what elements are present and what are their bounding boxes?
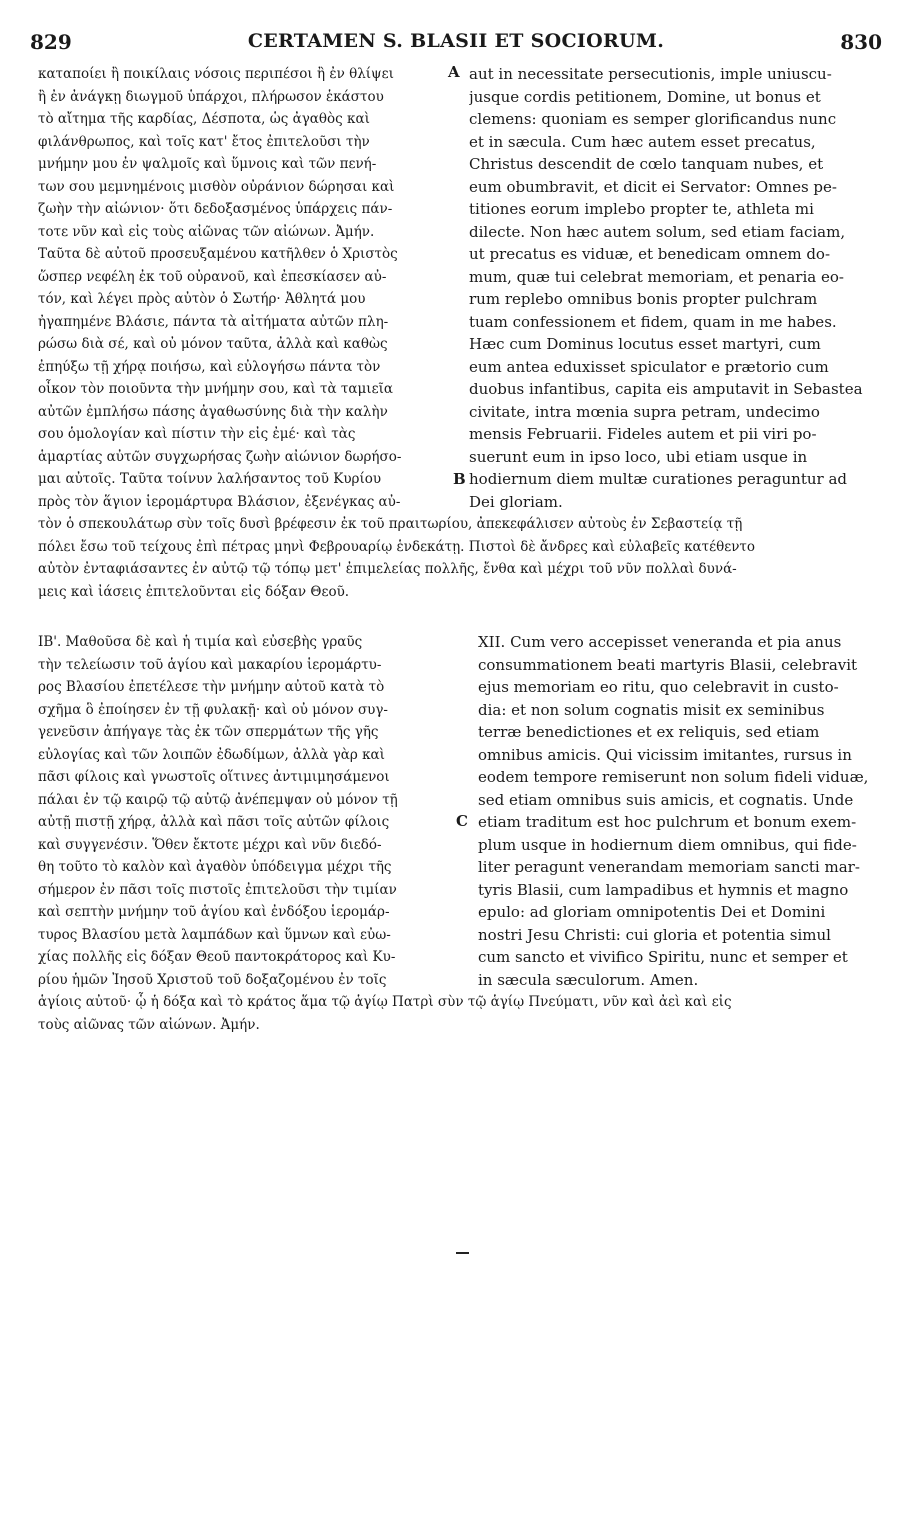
latin-line: plum usque in hodiernum diem omnibus, qui fide- xyxy=(478,835,857,854)
latin-line: sed etiam omnibus suis amicis, et cognatis. Unde xyxy=(478,790,854,809)
latin-line: eodem tempore remiserunt non solum fideli viduæ, xyxy=(478,768,869,786)
latin-line: ut precatus es viduæ, et benedicam omnem do- xyxy=(469,245,831,263)
latin-line: eum obumbravit, et dicit ei Servator: Omnes pe- xyxy=(469,177,837,196)
latin-line: titiones eorum implebo propter te, athleta mi xyxy=(469,200,814,218)
latin-line: dilecte. Non hæc autem solum, sed etiam faciam, xyxy=(469,222,846,241)
greek-line: εὐλογίας καὶ τῶν λοιπῶν ἐδωδίμων, ἀλλὰ γὰρ καὶ xyxy=(38,746,385,763)
greek-line: ρίου ἡμῶν Ἰησοῦ Χριστοῦ τοῦ δοξαζομένου ἐν τοῖς xyxy=(38,971,387,988)
greek-line: φιλάνθρωπος, καὶ τοῖς κατ' ἔτος ἐπιτελοῦσι τὴν xyxy=(38,133,370,150)
greek-line: αὐτὸν ἐνταφιάσαντες ἐν αὐτῷ τῷ τόπῳ μετ' ἐπιμελείας πολλῆς, ἔνθα καὶ μέχρι τοῦ νῦν πολλαὶ δυνά- xyxy=(38,561,737,577)
latin-column-chapter-12 xyxy=(478,631,882,991)
latin-line: dia: et non solum cognatis misit ex seminibus xyxy=(478,700,825,719)
margin-marker-c: C xyxy=(456,812,468,830)
greek-line: τὸ αἴτημα τῆς καρδίας, Δέσποτα, ὡς ἀγαθὸς καὶ xyxy=(38,111,370,127)
latin-line: clemens: quoniam es semper glorificandus nunc xyxy=(469,110,837,128)
latin-line: et in sæcula. Cum hæc autem esset precatus, xyxy=(469,132,816,151)
greek-line: τόν, καὶ λέγει πρὸς αὐτὸν ὁ Σωτήρ· Ἀθλητά μου xyxy=(38,291,366,307)
latin-line: tyris Blasii, cum lampadibus et hymnis et magno xyxy=(478,880,849,899)
greek-closing-doxology xyxy=(38,991,886,1036)
latin-line: mum, quæ tui celebrat memoriam, et penaria eo- xyxy=(469,267,844,286)
greek-line: τοτε νῦν καὶ εἰς τοὺς αἰῶνας τῶν αἰώνων. Ἀμήν. xyxy=(38,223,375,240)
greek-line: αὐτῶν ἐμπλήσω πάσης ἀγαθωσύνης διὰ τὴν καλὴν xyxy=(38,403,388,420)
latin-line: suerunt eum in ipso loco, ubi etiam usque in xyxy=(469,447,808,466)
greek-line: ζωὴν τὴν αἰώνιον· ὅτι δεδοξασμένος ὑπάρχεις πάν- xyxy=(38,201,393,217)
page-end-dash xyxy=(456,1252,469,1254)
greek-line: οἶκον τὸν ποιοῦντα τὴν μνήμην σου, καὶ τὰ ταμιεῖα xyxy=(38,381,393,397)
greek-line: αὐτῇ πιστῇ χήρᾳ, ἀλλὰ καὶ πᾶσι τοῖς αὐτῶν φίλοις xyxy=(38,814,390,830)
greek-line: πάλαι ἐν τῷ καιρῷ τῷ αὐτῷ ἀνέπεμψαν οὐ μόνον τῇ xyxy=(38,791,398,808)
greek-line: μνήμην μου ἐν ψαλμοῖς καὶ ὕμνοις καὶ τῶν πενή- xyxy=(38,156,377,172)
greek-line: σήμερον ἐν πᾶσι τοῖς πιστοῖς ἐπιτελοῦσι τὴν τιμίαν xyxy=(38,881,397,898)
greek-line: μεις καὶ ἰάσεις ἐπιτελοῦνται εἰς δόξαν Θεοῦ. xyxy=(38,583,350,600)
latin-line: consummationem beati martyris Blasii, celebravit xyxy=(478,655,858,674)
greek-line: πόλει ἔσω τοῦ τείχους ἐπὶ πέτρας μηνὶ Φεβρουαρίῳ ἑνδεκάτῃ. Πιστοὶ δὲ ἄνδρες καὶ εὐλαβεῖς κατέθεντο xyxy=(38,538,756,555)
greek-line: πᾶσι φίλοις καὶ γνωστοῖς οἵτινες ἀντιμιμησάμενοι xyxy=(38,769,390,785)
latin-line: rum replebo omnibus bonis propter pulchram xyxy=(469,290,818,308)
latin-line: epulo: ad gloriam omnipotentis Dei et Domini xyxy=(478,903,826,921)
greek-line: μαι αὐτοῖς. Ταῦτα τοίνυν λαλήσαντος τοῦ Κυρίου xyxy=(38,471,382,487)
greek-column-top xyxy=(38,63,456,513)
latin-line: Dei gloriam. xyxy=(469,492,563,511)
latin-line: jusque cordis petitionem, Domine, ut bonus et xyxy=(469,87,821,106)
greek-line: καὶ συγγενέσιν. Ὅθεν ἔκτοτε μέχρι καὶ νῦν διεδό- xyxy=(38,836,382,853)
latin-line: liter peragunt venerandam memoriam sancti mar- xyxy=(478,858,860,876)
greek-column-chapter-12 xyxy=(38,631,456,991)
latin-line: in sæcula sæculorum. Amen. xyxy=(478,970,699,989)
latin-line: Hæc cum Dominus locutus esset martyri, cum xyxy=(469,335,821,353)
greek-line: ὥσπερ νεφέλη ἐκ τοῦ οὐρανοῦ, καὶ ἐπεσκίασεν αὐ- xyxy=(38,268,387,285)
greek-line: Ταῦτα δὲ αὐτοῦ προσευξαμένου κατῆλθεν ὁ Χριστὸς xyxy=(38,246,398,262)
running-header xyxy=(30,30,882,54)
margin-marker-a: A xyxy=(448,63,460,81)
latin-line: aut in necessitate persecutionis, imple uniuscu- xyxy=(469,65,832,83)
latin-line: XII. Cum vero accepisset veneranda et pia anus xyxy=(478,633,842,651)
greek-line: των σου μεμνημένοις μισθὸν οὐράνιον δώρησαι καὶ xyxy=(38,178,395,195)
greek-line: ἠγαπημένε Βλάσιε, πάντα τὰ αἰτήματα αὐτῶν πλη- xyxy=(38,313,389,330)
greek-line: ἁμαρτίας αὐτῶν συγχωρήσας ζωὴν αἰώνιον δωρήσο- xyxy=(38,448,402,465)
latin-line: duobus infantibus, capita eis amputavit in Sebastea xyxy=(469,380,863,398)
greek-line: σου ὁμολογίαν καὶ πίστιν τὴν εἰς ἐμέ· καὶ τὰς xyxy=(38,426,356,442)
greek-line: τὸν ὁ σπεκουλάτωρ σὺν τοῖς δυσὶ βρέφεσιν ἐκ τοῦ πραιτωρίου, ἀπεκεφάλισεν αὐτοὺς ἐν Σεβαστείᾳ τῇ xyxy=(38,516,743,532)
page-number-left: 829 xyxy=(30,30,72,54)
greek-line: τὴν τελείωσιν τοῦ ἁγίου καὶ μακαρίου ἱερομάρτυ- xyxy=(38,656,382,673)
greek-line: ρώσω διὰ σέ, καὶ οὐ μόνον ταῦτα, ἀλλὰ καὶ καθὼς xyxy=(38,336,388,352)
latin-line: mensis Februarii. Fideles autem et pii viri po- xyxy=(469,425,817,443)
greek-line: πρὸς τὸν ἅγιον ἱερομάρτυρα Βλάσιον, ἐξενέγκας αὐ- xyxy=(38,493,401,510)
greek-line: καταποίει ἢ ποικίλαις νόσοις περιπέσοι ἢ ἐν θλίψει xyxy=(38,66,394,82)
greek-line: θη τοῦτο τὸ καλὸν καὶ ἀγαθὸν ὑπόδειγμα μέχρι τῆς xyxy=(38,859,392,875)
latin-line: eum antea eduxisset spiculator e prætorio cum xyxy=(469,357,829,376)
greek-line: καὶ σεπτὴν μνήμην τοῦ ἁγίου καὶ ἐνδόξου ἱερομάρ- xyxy=(38,904,390,920)
greek-line: ἐπηύξω τῇ χήρᾳ ποιήσω, καὶ εὐλογήσω πάντα τὸν xyxy=(38,358,381,375)
greek-line: ἢ ἐν ἀνάγκῃ διωγμοῦ ὑπάρχοι, πλήρωσον ἑκάστου xyxy=(38,88,384,105)
latin-line: hodiernum diem multæ curationes peraguntur ad xyxy=(469,470,848,488)
greek-line: γενεῦσιν ἀπήγαγε τὰς ἐκ τῶν σπερμάτων τῆς γῆς xyxy=(38,724,379,740)
greek-fullwidth-passage xyxy=(38,513,886,603)
greek-line: χίας πολλῆς εἰς δόξαν Θεοῦ παντοκράτορος καὶ Κυ- xyxy=(38,949,396,965)
greek-line: σχῆμα ὃ ἐποίησεν ἐν τῇ φυλακῇ· καὶ οὐ μόνον συγ- xyxy=(38,701,388,718)
greek-line: ρος Βλασίου ἐπετέλεσε τὴν μνήμην αὐτοῦ κατὰ τὸ xyxy=(38,679,385,695)
latin-line: nostri Jesu Christi: cui gloria et potentia simul xyxy=(478,925,831,944)
latin-line: terræ benedictiones et ex reliquis, sed etiam xyxy=(478,723,820,741)
running-title: CERTAMEN S. BLASII ET SOCIORUM. xyxy=(247,30,665,52)
greek-line: ἁγίοις αὐτοῦ· ᾧ ἡ δόξα καὶ τὸ κράτος ἅμα τῷ ἁγίῳ Πατρὶ σὺν τῷ ἁγίῳ Πνεύματι, νῦν καὶ ἀεὶ καὶ εἰς xyxy=(38,994,732,1010)
latin-line: etiam traditum est hoc pulchrum et bonum exem- xyxy=(478,813,857,831)
greek-line: τυρος Βλασίου μετὰ λαμπάδων καὶ ὕμνων καὶ εὐω- xyxy=(38,926,391,943)
latin-line: civitate, intra mœnia supra petram, undecimo xyxy=(469,402,820,421)
latin-line: cum sancto et vivifico Spiritu, nunc et semper et xyxy=(478,948,848,966)
latin-column-top xyxy=(469,63,882,513)
latin-line: ejus memoriam eo ritu, quo celebravit in custo- xyxy=(478,678,839,696)
latin-line: omnibus amicis. Qui vicissim imitantes, rursus in xyxy=(478,745,852,764)
margin-marker-b: B xyxy=(453,470,466,488)
latin-line: tuam confessionem et fidem, quam in me habes. xyxy=(469,312,837,331)
latin-line: Christus descendit de cœlo tanquam nubes, et xyxy=(469,155,824,173)
greek-line: ΙΒ'. Μαθοῦσα δὲ καὶ ἡ τιμία καὶ εὐσεβὴς γραῦς xyxy=(38,634,363,650)
greek-line: τοὺς αἰῶνας τῶν αἰώνων. Ἀμήν. xyxy=(38,1016,260,1033)
page-number-right: 830 xyxy=(840,30,882,54)
